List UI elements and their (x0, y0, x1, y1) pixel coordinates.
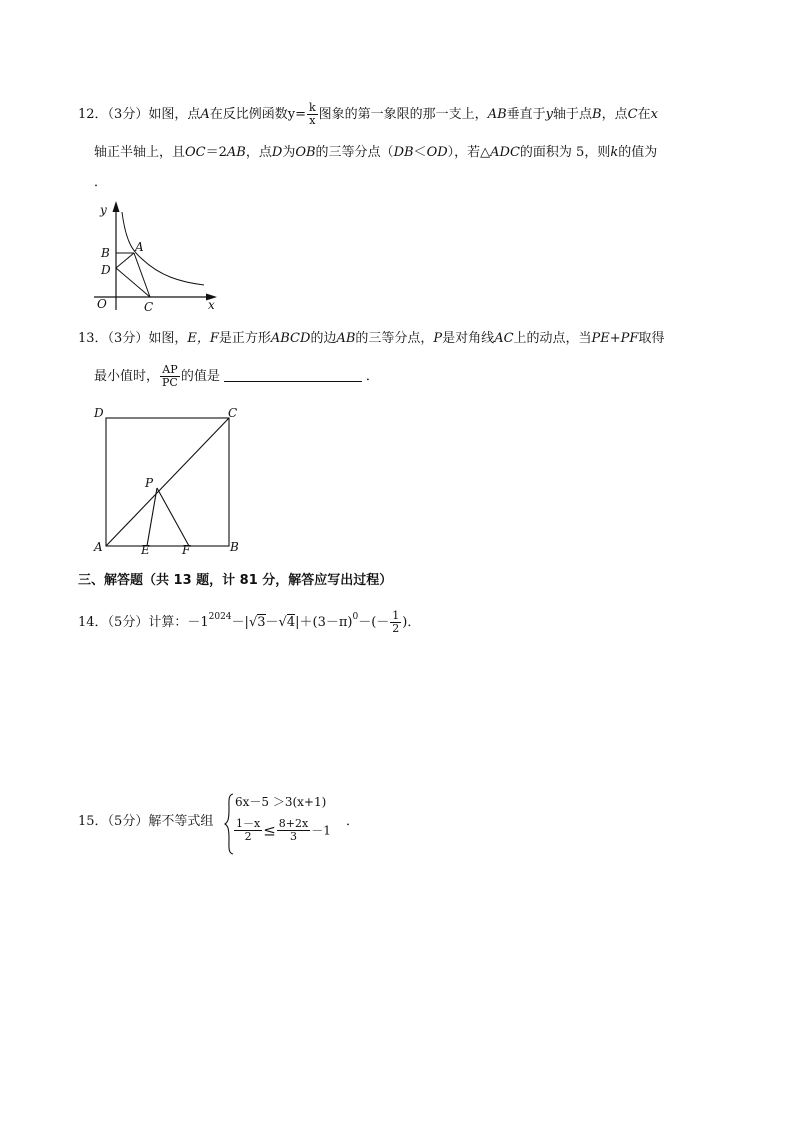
segment-PF (157, 488, 189, 546)
label-P: P (145, 476, 154, 490)
label-C: C (144, 300, 154, 314)
q15-number: 15． (78, 814, 108, 829)
q14-fraction (390, 610, 401, 635)
q13-var: AC (494, 331, 514, 346)
q12-text: 图象的第一象限的那一支上， (318, 107, 488, 122)
label-x: x (208, 298, 215, 312)
answer-blank[interactable] (224, 369, 362, 382)
q13-var: E，F (187, 331, 219, 346)
q15-term: －1 (311, 823, 331, 838)
q12-var: x (650, 107, 658, 122)
q12-var: ADC (490, 145, 520, 160)
radicand: 4 (286, 615, 296, 630)
q12-text: 的值为 (618, 145, 658, 160)
q12-func-y: y= (287, 107, 306, 122)
q12-figure (90, 198, 230, 316)
q14-exponent: 2024 (208, 612, 232, 622)
q14-frac-den: 2 (392, 622, 400, 635)
label-O: O (97, 297, 107, 311)
q13-text: 如图， (148, 331, 188, 346)
q12-text: 如图，点 (148, 107, 201, 122)
q12-text: ，点 (601, 107, 628, 122)
label-E: E (141, 543, 150, 557)
q15-frac-num: 8+2x (278, 817, 309, 830)
q14-exponent: 0 (352, 612, 359, 622)
q13-frac-den: PC (162, 376, 178, 389)
q12-line3: ． (94, 175, 108, 190)
q12-score: （3分） (107, 107, 149, 122)
q12-text: 的三等分点（ (315, 145, 394, 160)
q12-var: A (200, 107, 210, 122)
q13-line2 (94, 364, 379, 389)
label-B: B (101, 246, 110, 260)
q14-label: 计算： (148, 615, 188, 630)
radicand: 3 (257, 615, 266, 630)
q14-score: （5分） (107, 615, 149, 630)
q12-number: 12． (78, 107, 108, 122)
q14-term: ＋(3－π) (299, 615, 353, 630)
q15-fraction-1 (234, 818, 262, 843)
q12-text: 轴正半轴上，且 (94, 145, 186, 160)
q13-var: ABCD (270, 331, 311, 346)
q14-number: 14． (78, 615, 108, 630)
q13-fraction (160, 364, 180, 389)
q12-frac-num: k (309, 101, 316, 114)
label-C: C (228, 406, 238, 420)
q15-frac-den: 3 (289, 830, 297, 843)
q13-text: 是对角线 (442, 331, 495, 346)
label-F: F (182, 543, 191, 557)
sqrt-4: √4 (278, 615, 296, 630)
q12-var: DB (393, 145, 414, 160)
q13-text: 的三等分点， (355, 331, 434, 346)
q12-frac-den: x (309, 114, 316, 127)
q15-fraction-2 (277, 818, 310, 843)
q15-frac-den: 2 (244, 830, 252, 843)
q14-abs: | (295, 615, 300, 630)
q12-text: 轴于点 (553, 107, 593, 122)
q12-text: 垂直于 (506, 107, 546, 122)
q12-var: k (610, 145, 619, 160)
q15-prefix (78, 813, 213, 831)
q15-frac-num: 1－x (236, 817, 261, 830)
q13-number: 13． (78, 331, 108, 346)
label-A: A (94, 540, 103, 554)
q13-text: ． (365, 369, 379, 384)
q12-var: OB (295, 145, 316, 160)
q12-var: AB (226, 145, 246, 160)
q13-frac-num: AP (160, 364, 180, 377)
q13-figure (90, 402, 250, 558)
q14-frac-num: 1 (392, 609, 400, 622)
q12-var: OD (426, 145, 448, 160)
q13-text: 的值是 (180, 369, 220, 384)
q12-text: ＜ (413, 145, 427, 160)
q12-var: C (627, 107, 638, 122)
q15-end: ． (346, 814, 360, 829)
q13-text: 上的动点，当 (513, 331, 592, 346)
q12-text: 为 (282, 145, 296, 160)
q14-term: －(－ (358, 615, 390, 630)
q15-inequality-1: 6x－5 ＞3(x+1) (235, 795, 327, 809)
q13-text: 是正方形 (218, 331, 271, 346)
q14-abs: | (244, 615, 249, 630)
q15-op: ≤ (263, 821, 276, 840)
q14-term: －1 (187, 615, 209, 630)
q13-text: 最小值时， (94, 369, 160, 384)
q13-line1 (78, 330, 664, 348)
q12-line2 (94, 144, 657, 162)
q12-text: ），若△ (447, 145, 491, 160)
q12-text: 在反比例函数 (209, 107, 288, 122)
q13-text: 取得 (638, 331, 665, 346)
q13-var: PE+PF (591, 331, 639, 346)
label-D: D (101, 263, 111, 277)
segment-DA (116, 253, 134, 268)
q12-text: 在 (637, 107, 651, 122)
q13-var: AB (336, 331, 356, 346)
y-axis-arrow (113, 201, 120, 212)
q12-text: ，点 (245, 145, 272, 160)
label-B: B (230, 540, 239, 554)
q14-op: － (265, 615, 279, 630)
q12-var: B (592, 107, 602, 122)
q13-text: 的边 (310, 331, 337, 346)
label-y: y (100, 203, 107, 217)
q14-line (78, 604, 420, 636)
q12-var: D (271, 145, 283, 160)
diagonal-AC (106, 418, 229, 546)
q15-inequality-2 (233, 818, 331, 843)
q12-var: AB (487, 107, 507, 122)
label-D: D (94, 406, 104, 420)
q12-var: y (545, 107, 554, 122)
q12-text: ＝2 (205, 145, 227, 160)
q12-line1 (78, 102, 658, 127)
q12-text: 的面积为 5，则 (519, 145, 611, 160)
sqrt-3: √3 (248, 615, 266, 630)
q15-score: （5分） (107, 814, 149, 829)
q14-op: － (231, 615, 245, 630)
q13-score: （3分） (107, 331, 149, 346)
q15-label: 解不等式组 (148, 814, 214, 829)
q13-var: P (433, 331, 443, 346)
q12-var: OC (185, 145, 206, 160)
q12-func-fraction (307, 102, 318, 127)
segment-PE (147, 488, 157, 546)
section-3-heading: 三、解答题（共 13 题，计 81 分，解答应写出过程） (78, 573, 393, 588)
label-A: A (135, 240, 144, 254)
q14-term: )． (402, 615, 421, 630)
